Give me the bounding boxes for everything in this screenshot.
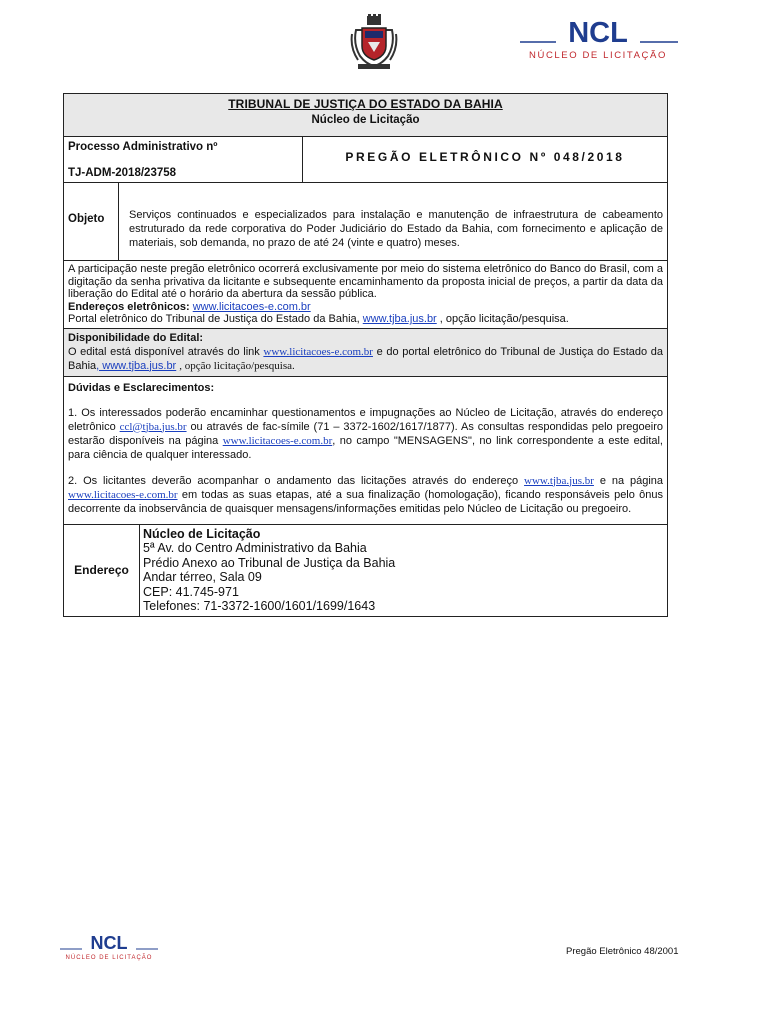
address-label: Endereço <box>64 525 140 616</box>
portal-text: Portal eletrônico do Tribunal de Justiça do Estado da Bahia, <box>68 313 360 325</box>
address-line: Andar térreo, Sala 09 <box>143 570 262 584</box>
portal-suffix: , opção licitação/pesquisa. <box>439 313 569 325</box>
availability-text-1: O edital está disponível através do link <box>68 345 260 358</box>
address-line: Prédio Anexo ao Tribunal de Justiça da Bahia <box>143 555 396 570</box>
ncl-logo <box>516 18 680 62</box>
questions-p2-text-c: em todas as suas etapas, até a sua finalização (homologação), ficando responsáveis pelo ônus decorrente da inobservância de quaisquer mensagens/informações emitidas pelo Núcleo de Licitação ou pregoeiro. <box>68 488 663 515</box>
address-line: 5ª Av. do Centro Administrativo da Bahia <box>143 541 367 555</box>
participation-row <box>64 261 667 329</box>
coat-of-arms-icon <box>350 14 398 72</box>
title-row <box>64 94 667 137</box>
questions-p1-text-b: ou através de fac-símile (71 – 3372-1602/1617/1877). As consultas respondidas pelo pregoeiro estarão disponíveis na página <box>68 420 664 447</box>
availability-licitacoes-link[interactable]: www.licitacoes-e.com.br <box>263 345 373 358</box>
page-footer-note: Pregão Eletrônico 48/2001 <box>566 946 679 957</box>
availability-suffix: , opção licitação/pesquisa. <box>179 359 295 372</box>
address-block <box>140 525 667 616</box>
questions-paragraph-2 <box>68 474 663 516</box>
ncl-logo-tagline: NÚCLEO DE LICITAÇÃO <box>529 50 667 61</box>
process-cell <box>64 137 303 182</box>
unit-subtitle: Núcleo de Licitação <box>311 114 420 126</box>
questions-heading: Dúvidas e Esclarecimentos: <box>68 381 215 394</box>
process-row <box>64 137 667 183</box>
questions-p2-text-a: 2. Os licitantes deverão acompanhar o andamento das licitações através do endereço <box>68 474 519 487</box>
questions-licitacoes-link[interactable]: www.licitacoes-e.com.br <box>222 434 333 447</box>
availability-row <box>64 329 667 377</box>
questions-p2-text-b: e na página <box>599 474 664 487</box>
address-row <box>64 525 667 616</box>
questions-row <box>64 377 667 525</box>
process-label: Processo Administrativo nº <box>68 141 218 153</box>
availability-tjba-link[interactable]: , www.tjba.jus.br <box>96 359 177 372</box>
court-title: TRIBUNAL DE JUSTIÇA DO ESTADO DA BAHIA <box>228 97 503 111</box>
document-table <box>63 93 668 617</box>
objeto-row <box>64 183 667 261</box>
questions-licitacoes-link-2[interactable]: www.licitacoes-e.com.br <box>68 488 178 501</box>
licitacoes-link[interactable]: www.licitacoes-e.com.br <box>192 300 311 313</box>
questions-paragraph-1 <box>68 406 663 462</box>
questions-tjba-link[interactable]: www.tjba.jus.br <box>524 474 594 487</box>
ncl-logo-footer <box>58 934 160 962</box>
questions-p1-text-a: 1. Os interessados poderão encaminhar questionamentos e impugnações ao Núcleo de Licitação, através do endereço eletrônico <box>68 406 663 433</box>
objeto-text: Serviços continuados e especializados para instalação e manutenção de infraestrutura de cabeamento estruturado da rede corporativa do Poder Judiciário do Estado da Bahia, com fornecimento e aplicação de materiais, sob demanda, no prazo de até 24 (vinte e quatro) meses. <box>129 209 663 249</box>
electronic-addresses-label: Endereços eletrônicos: <box>68 300 190 313</box>
questions-p1-text-c: , no campo "MENSAGENS", no link correspondente a este edital, para ciência de qualquer interessado. <box>68 434 663 461</box>
tjba-link[interactable]: www.tjba.jus.br <box>362 313 437 325</box>
auction-title: PREGÃO ELETRÔNICO Nº 048/2018 <box>345 149 625 164</box>
ncl-footer-tagline: NÚCLEO DE LICITAÇÃO <box>65 955 153 961</box>
address-line: CEP: 41.745-971 <box>143 584 239 599</box>
ccl-email-link[interactable]: ccl@tjba.jus.br <box>119 420 187 433</box>
availability-heading: Disponibilidade do Edital: <box>68 331 204 344</box>
objeto-label: Objeto <box>64 183 119 260</box>
address-line: Telefones: 71-3372-1600/1601/1699/1643 <box>143 599 376 613</box>
address-line: Núcleo de Licitação <box>143 526 261 541</box>
process-number: TJ-ADM-2018/23758 <box>68 167 177 179</box>
availability-text-2: e do portal eletrônico do Tribunal de Justiça do Estado da Bahia <box>68 345 664 372</box>
participation-text: A participação neste pregão eletrônico ocorrerá exclusivamente por meio do sistema eletrônico do Banco do Brasil, com a digitação da senha privativa da licitante e subsequente encaminhamento da proposta inicial de preços, a partir da data da liberação do Edital até o horário da abertura da sessão pública. <box>68 263 663 300</box>
ncl-logo-word: NCL <box>568 18 628 49</box>
ncl-footer-word: NCL <box>90 934 128 953</box>
